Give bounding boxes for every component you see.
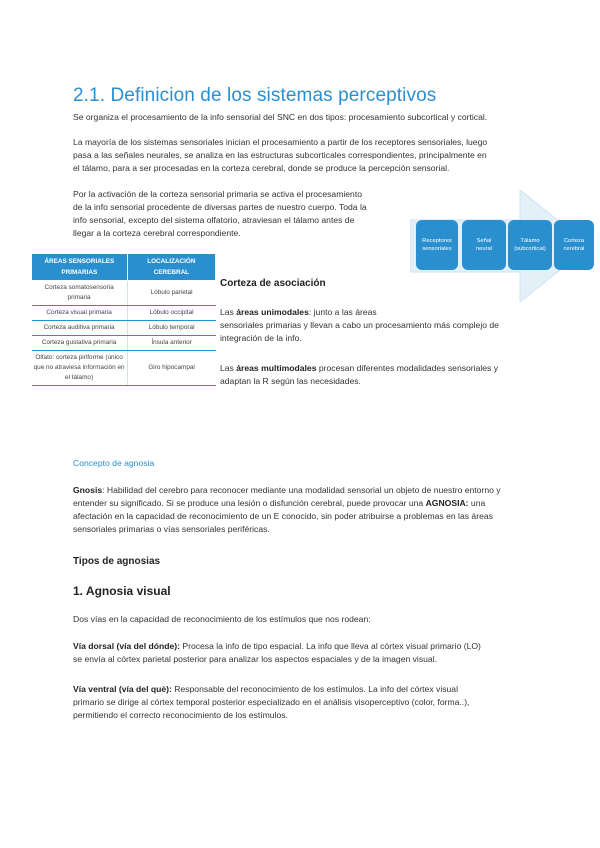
p3-line: de la info sensorial procedente de diversas partes de nuestro cuerpo. Toda la xyxy=(73,202,367,212)
gnosis-line: afectación en la capacidad de reconocimiento de un E conocido, sin poder atribuirse a problemas en las áreas xyxy=(73,511,493,521)
flow-step-sublabel: cerebral xyxy=(563,246,585,252)
flow-step-corteza xyxy=(554,220,594,270)
flow-step-senal xyxy=(462,220,506,270)
text-run: : Habilidad del cerebro para reconocer mediante una modalidad sensorial un objeto de nuestro entorno y xyxy=(102,485,501,495)
text-run: Responsable del reconocimiento de los estímulos. La info del córtex visual xyxy=(171,684,458,694)
table-row xyxy=(32,281,216,306)
p2-line: La mayoría de los sistemas sensoriales inician el procesamiento a partir de los receptores sensoriales, luego xyxy=(73,137,488,147)
table-cell: Corteza somatosensoria primaria xyxy=(32,281,128,306)
unimodales-line: sensoriales primarias y llevan a cabo un procesamiento más complejo de xyxy=(220,320,499,330)
flow-step-label: Tálamo xyxy=(520,238,540,244)
ventral-line xyxy=(73,683,563,696)
areas-table xyxy=(31,253,216,386)
table-cell: Corteza gustativa primaria xyxy=(32,336,128,351)
table-row xyxy=(32,351,216,386)
agnosia-visual-heading: 1. Agnosia visual xyxy=(73,584,171,598)
p3-line: Por la activación de la corteza sensorial primaria se activa el procesamiento xyxy=(73,189,362,199)
table-header: LOCALIZACIÓN CEREBRAL xyxy=(127,254,215,281)
flow-step-sublabel: neural xyxy=(475,246,493,252)
text-run: : junto a las áreas xyxy=(308,307,377,317)
table-row xyxy=(32,321,216,336)
p2-line: pasa a las señales neurales, se analiza en las estructuras subcorticales correspondientes, principalmente en xyxy=(73,150,487,160)
paragraph-gnosis xyxy=(73,484,563,536)
ventral-line: primario se dirige al córtex temporal posterior especializado en el análisis visoperceptivo (color, forma..), xyxy=(73,697,470,707)
dorsal-line xyxy=(73,640,563,653)
flow-step-label: Receptores xyxy=(422,238,452,244)
p1-line: Se organiza el procesamiento de la info sensorial del SNC en dos tipos: procesamiento subcortical y cortical. xyxy=(73,112,488,122)
page-title: 2.1. Definicion de los sistemas perceptivos xyxy=(73,84,437,106)
flow-step-talamo xyxy=(508,220,552,270)
table-cell: Ínsula anterior xyxy=(127,336,215,351)
paragraph-receptores xyxy=(73,136,553,175)
flow-step-receptores xyxy=(416,220,458,270)
table-row xyxy=(32,306,216,321)
table-row xyxy=(32,336,216,351)
flow-step-label: Señal xyxy=(476,238,492,244)
table-cell: Lóbulo temporal xyxy=(127,321,215,336)
tipos-heading: Tipos de agnosias xyxy=(73,556,161,567)
multimodales-line: adaptan la R según las necesidades. xyxy=(220,376,361,386)
flow-step-label: Corteza xyxy=(563,238,585,244)
paragraph-unimodales xyxy=(220,306,550,345)
p3-line: info sensorial, excepto del sistema olfatorio, atraviesan el tálamo antes de xyxy=(73,215,355,225)
text-run: Las xyxy=(220,307,237,317)
table-cell: Giro hipocampal xyxy=(127,351,215,386)
dorsal-term: Vía dorsal (vía del dónde): xyxy=(73,641,180,651)
text-run: procesan diferentes modalidades sensoriales y xyxy=(316,363,499,373)
asociacion-heading: Corteza de asociación xyxy=(220,278,326,289)
paragraph-ventral xyxy=(73,683,563,722)
unimodales-term: áreas unimodales xyxy=(236,307,309,317)
table-header-row xyxy=(32,254,216,281)
p2-line: el tálamo, para a ser procesadas en la corteza cerebral, donde se produce la percepción sensorial. xyxy=(73,163,450,173)
ventral-term: Vía ventral (vía del què): xyxy=(73,684,172,694)
paragraph-activacion xyxy=(73,188,413,240)
dorsal-line: se envía al córtex parietal posterior para analizar los aspectos espaciales y de la imagen visual. xyxy=(73,654,437,664)
multimodales-term: áreas multimodales xyxy=(236,363,317,373)
flow-step-sublabel: (subcortical) xyxy=(514,246,546,252)
gnosis-line: sensoriales primarias o vías sensoriales periféricas. xyxy=(73,524,270,534)
table-cell: Olfato: corteza piriforme (único que no atraviesa información en el tálamo) xyxy=(32,351,128,386)
agnosia-term: AGNOSIA: xyxy=(425,498,469,508)
table-cell: Corteza visual primaria xyxy=(32,306,128,321)
paragraph-intro xyxy=(73,111,553,124)
paragraph-dorsal xyxy=(73,640,563,666)
paragraph-multimodales xyxy=(220,362,550,388)
unimodales-line xyxy=(220,306,550,319)
unimodales-line: integración de la info. xyxy=(220,333,302,343)
table-cell: Corteza auditiva primaria xyxy=(32,321,128,336)
multimodales-line xyxy=(220,362,550,375)
text-run: una xyxy=(468,498,486,508)
p3-line: llegar a la corteza cerebral correspondiente. xyxy=(73,228,241,238)
gnosis-term: Gnosis xyxy=(73,485,103,495)
concept-heading: Concepto de agnosia xyxy=(73,458,155,468)
paragraph-dos-vias: Dos vías en la capacidad de reconocimiento de los estímulos que nos rodean: xyxy=(73,614,371,624)
text-run: Las xyxy=(220,363,237,373)
flow-step-sublabel: sensoriales xyxy=(422,246,452,252)
ventral-line: permitiendo el correcto reconocimiento de los estímulos. xyxy=(73,710,288,720)
text-run: Procesa la info de tipo espacial. La info que lleva al córtex visual primario (LO) xyxy=(179,641,481,651)
table-cell: Lóbulo parietal xyxy=(127,281,215,306)
table-header: ÁREAS SENSORIALES PRIMARIAS xyxy=(32,254,128,281)
table-cell: Lóbulo occipital xyxy=(127,306,215,321)
gnosis-line xyxy=(73,484,563,497)
gnosis-line xyxy=(73,497,563,510)
text-run: entender su significado. Si se produce una lesión o disfunción cerebral, puede provocar una xyxy=(73,498,426,508)
